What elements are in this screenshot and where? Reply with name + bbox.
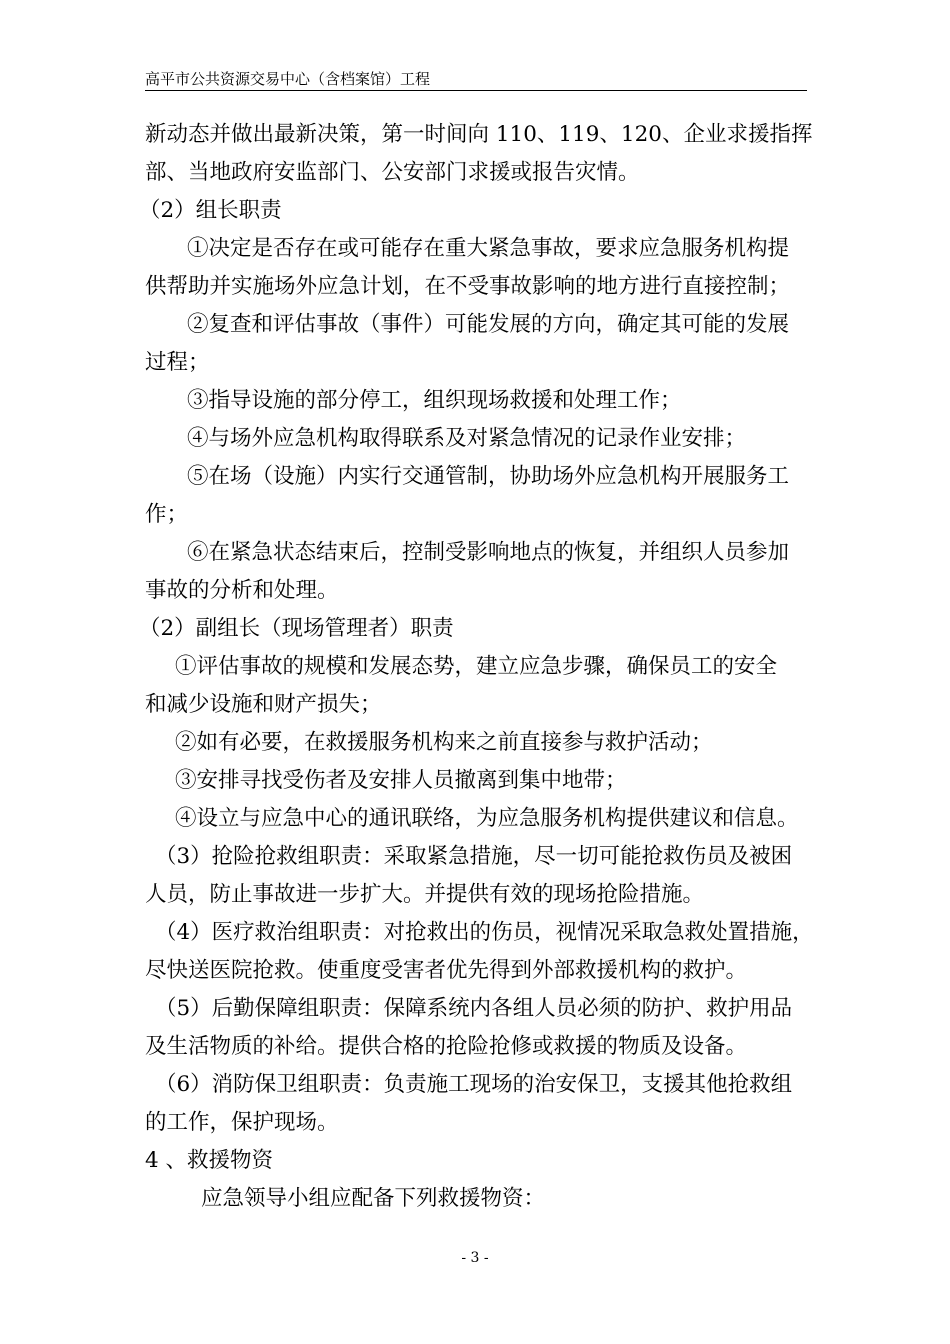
section-heading: （2）组长职责	[139, 198, 282, 223]
header-rule	[145, 90, 807, 91]
text-line: （5）后勤保障组职责：保障系统内各组人员必须的防护、救护用品	[155, 996, 793, 1021]
text-line: 作；	[145, 502, 189, 527]
text-line: 事故的分析和处理。	[145, 578, 339, 603]
text-line: 和减少设施和财产损失；	[145, 692, 382, 717]
text-line: 部、当地政府安监部门、公安部门求援或报告灾情。	[145, 160, 640, 185]
text-line: （4）医疗救治组职责：对抢救出的伤员，视情况采取急救处置措施，	[155, 920, 814, 945]
text-line: 及生活物质的补给。提供合格的抢险抢修或救援的物质及设备。	[145, 1034, 748, 1059]
text-line: ③安排寻找受伤者及安排人员撤离到集中地带；	[175, 768, 627, 793]
running-header: 高平市公共资源交易中心（含档案馆）工程	[145, 70, 431, 88]
section-heading: 4 、救援物资	[145, 1148, 274, 1173]
text-line: ④设立与应急中心的通讯联络，为应急服务机构提供建议和信息。	[175, 806, 799, 831]
text-line: ⑥在紧急状态结束后，控制受影响地点的恢复，并组织人员参加	[187, 540, 790, 565]
text-line: 过程；	[145, 350, 210, 375]
text-line: ②复查和评估事故（事件）可能发展的方向，确定其可能的发展	[187, 312, 790, 337]
text-line: 尽快送医院抢救。使重度受害者优先得到外部救援机构的救护。	[145, 958, 748, 983]
text-line: 新动态并做出最新决策，第一时间向 110、119、120、企业求援指挥	[145, 122, 813, 147]
text-line: ④与场外应急机构取得联系及对紧急情况的记录作业安排；	[187, 426, 747, 451]
text-line: 人员，防止事故进一步扩大。并提供有效的现场抢险措施。	[145, 882, 705, 907]
section-heading: （2）副组长（现场管理者）职责	[139, 616, 454, 641]
text-line: 的工作，保护现场。	[145, 1110, 339, 1135]
text-line: 应急领导小组应配备下列救援物资：	[201, 1186, 546, 1211]
text-line: （3）抢险抢救组职责：采取紧急措施，尽一切可能抢救伤员及被困	[155, 844, 793, 869]
text-line: ③指导设施的部分停工，组织现场救援和处理工作；	[187, 388, 682, 413]
text-line: ⑤在场（设施）内实行交通管制，协助场外应急机构开展服务工	[187, 464, 790, 489]
page-number: - 3 -	[461, 1250, 489, 1266]
text-line: ①决定是否存在或可能存在重大紧急事故，要求应急服务机构提	[187, 236, 790, 261]
text-line: 供帮助并实施场外应急计划，在不受事故影响的地方进行直接控制；	[145, 274, 791, 299]
text-line: ②如有必要，在救援服务机构来之前直接参与救护活动；	[175, 730, 713, 755]
text-line: （6）消防保卫组职责：负责施工现场的治安保卫，支援其他抢救组	[155, 1072, 793, 1097]
text-line: ①评估事故的规模和发展态势，建立应急步骤，确保员工的安全	[175, 654, 778, 679]
